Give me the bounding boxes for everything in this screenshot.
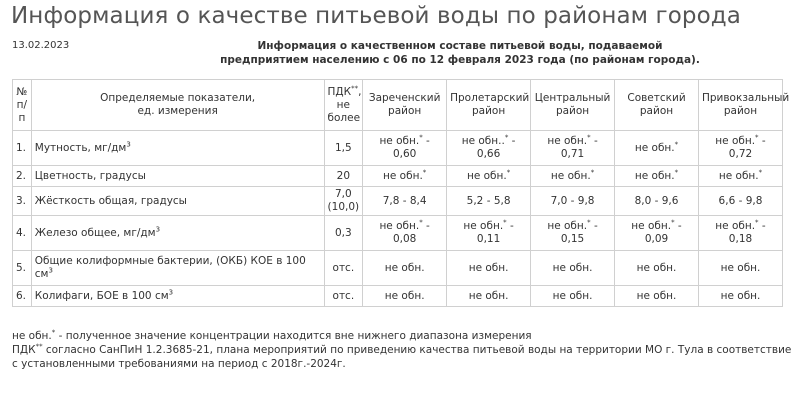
header-district: Центральный район [531,80,615,131]
header-indicator [31,80,324,131]
pdk-value: 0,3 [324,216,363,251]
header-district: Советский район [615,80,699,131]
district-value [531,251,615,286]
pdk-value: 20 [324,166,363,187]
value-main: не обн. [463,220,504,232]
district-value [363,166,447,187]
value-main: 7,8 - 8,4 [382,194,427,207]
indicator-sup: 3 [155,225,161,233]
value-main: 7,0 - 9,8 [550,194,595,207]
value-range: - 0,71 [560,135,598,160]
header-indicator-line2: ед. измерения [137,105,218,117]
table-row [13,166,783,187]
value-main: не обн. [468,289,509,302]
value-sup: * [590,168,595,176]
indicator-cell [31,251,324,286]
district-value [363,187,447,216]
footnote1-sup: * [51,328,56,337]
district-value [698,166,782,187]
report-heading [160,39,760,67]
header-indicator-line1: Определяемые показатели, [100,92,256,104]
indicator-name: Мутность, мг/дм [34,141,127,154]
value-main: не обн. [468,261,509,274]
value-sup: * [755,218,759,227]
district-value [615,216,699,251]
indicator-cell [31,166,324,187]
row-number: 2. [13,166,32,187]
district-value [615,251,699,286]
value-main: не обн. [466,169,507,182]
district-value [698,131,782,166]
row-number: 6. [13,286,32,307]
value-range: - 0,18 [728,220,766,245]
header-pdk-sup: ** [351,84,359,92]
footnote1-term: не обн. [12,330,52,342]
indicator-name: Колифаги, БОЕ в 100 см [34,289,169,302]
value-main: не обн. [631,220,672,232]
district-value [447,131,531,166]
district-value [531,216,615,251]
header-pdk [324,80,363,131]
value-range: - 0,66 [476,135,516,160]
district-value [447,216,531,251]
value-sup: * [674,168,679,176]
indicator-cell [31,187,324,216]
row-number: 4. [13,216,32,251]
footnote2-sup: ** [35,342,43,351]
value-main: не обн. [634,169,675,182]
indicator-name: Железо общее, мг/дм [34,226,156,239]
header-number-line1: № [16,85,28,98]
district-value [447,187,531,216]
header-district: Привокзальный район [698,80,782,131]
value-sup: * [755,133,759,142]
value-sup: * [422,168,427,176]
indicator-sup: 3 [48,266,53,275]
table-row [13,286,783,307]
value-main: не обн. [550,169,591,182]
district-value [363,251,447,286]
table-row [13,251,783,286]
district-value [531,131,615,166]
value-main: не обн. [383,169,423,182]
row-number: 1. [13,131,32,166]
district-value [615,166,699,187]
value-main: не обн. [379,220,420,232]
district-value [698,251,782,286]
table-body [13,131,783,307]
table-row [13,131,783,166]
value-range: - 0,09 [644,220,682,245]
district-value [447,166,531,187]
value-main: не обн. [547,135,588,147]
value-range: - 0,11 [476,220,514,245]
value-main: не обн. [636,289,677,302]
pdk-value: 7,0 (10,0) [324,187,363,216]
footnote2-text: согласно СанПиН 1.2.3685-21, плана мероприятий по приведению качества питьевой воды на территории МО г. Тула в соответствие с установленными требованиями на период с 2018г.-2024г. [12,344,792,370]
row-number: 5. [13,251,32,286]
table-row [13,216,783,251]
district-value [615,286,699,307]
value-main: не обн. [718,169,759,182]
district-value [698,286,782,307]
water-quality-table [12,79,790,307]
indicator-name: Цветность, градусы [34,169,146,182]
pdk-value: отс. [324,286,363,307]
indicator-cell [31,286,324,307]
value-main: не обн. [720,261,761,274]
district-value [531,286,615,307]
publication-date: 13.02.2023 [12,40,70,51]
value-sup: * [758,168,763,176]
header-number [13,80,32,131]
indicator-cell [31,216,324,251]
footnotes [12,329,792,371]
page-title: Информация о качестве питьевой воды по районам города [11,3,741,29]
table-header-row [13,80,783,131]
value-range: - 0,60 [392,135,430,160]
value-sup: * [504,133,509,142]
district-value [615,131,699,166]
district-value [531,187,615,216]
value-range: - 0,15 [560,220,598,245]
pdk-value: отс. [324,251,363,286]
indicator-name: Жёсткость общая, градусы [34,194,187,207]
value-range: - 0,08 [392,220,430,245]
value-sup: * [503,218,507,227]
footnote2-term: ПДК [12,344,36,356]
value-sup: * [419,133,423,142]
value-sup: * [671,218,675,227]
district-value [447,286,531,307]
indicator-name: Общие колиформные бактерии, (ОКБ) КОЕ в 100 см [34,255,306,280]
value-main: не обн.. [461,135,505,147]
indicator-cell [31,131,324,166]
district-value [531,166,615,187]
value-main: не обн. [552,289,593,302]
value-sup: * [506,168,511,176]
value-main: не обн. [720,289,761,302]
pdk-value: 1,5 [324,131,363,166]
header-pdk-ne: , не [336,85,362,111]
header-district: Пролетарский район [447,80,531,131]
value-sup: * [587,218,591,227]
indicator-sup: 3 [168,288,174,296]
value-main: 5,2 - 5,8 [466,194,511,207]
header-pdk-bolee: более [327,111,361,124]
value-main: не обн. [384,289,425,302]
row-number: 3. [13,187,32,216]
district-value [363,286,447,307]
value-main: не обн. [379,135,420,147]
district-value [615,187,699,216]
report-heading-line1: Информация о качественном составе питьевой воды, подаваемой [257,40,663,52]
district-value [363,131,447,166]
value-main: не обн. [636,261,677,274]
value-range: - 0,72 [728,135,766,160]
report-heading-line2: предприятием населению с 06 по 12 февраля 2023 года (по районам города). [220,54,700,66]
footnote-not-detected [12,329,792,343]
value-main: не обн. [634,141,675,154]
value-main: не обн. [715,135,756,147]
header-number-line3: п [18,111,26,124]
header-pdk-label: ПДК [327,85,352,98]
value-main: не обн. [715,220,756,232]
district-value [698,216,782,251]
footnote-pdk [12,343,792,371]
header-number-line2: п/ [16,98,28,111]
footnote1-text: - полученное значение концентрации находится вне нижнего диапазона измерения [55,330,532,342]
value-main: 8,0 - 9,6 [634,194,679,207]
value-main: не обн. [552,261,593,274]
value-main: не обн. [547,220,588,232]
value-sup: * [674,140,679,148]
district-value [698,187,782,216]
value-sup: * [587,133,591,142]
table-row [13,187,783,216]
district-value [447,251,531,286]
value-main: не обн. [384,261,425,274]
district-value [363,216,447,251]
header-district: Зареченский район [363,80,447,131]
value-main: 6,6 - 9,8 [718,194,763,207]
indicator-sup: 3 [126,140,131,148]
value-sup: * [419,218,423,227]
